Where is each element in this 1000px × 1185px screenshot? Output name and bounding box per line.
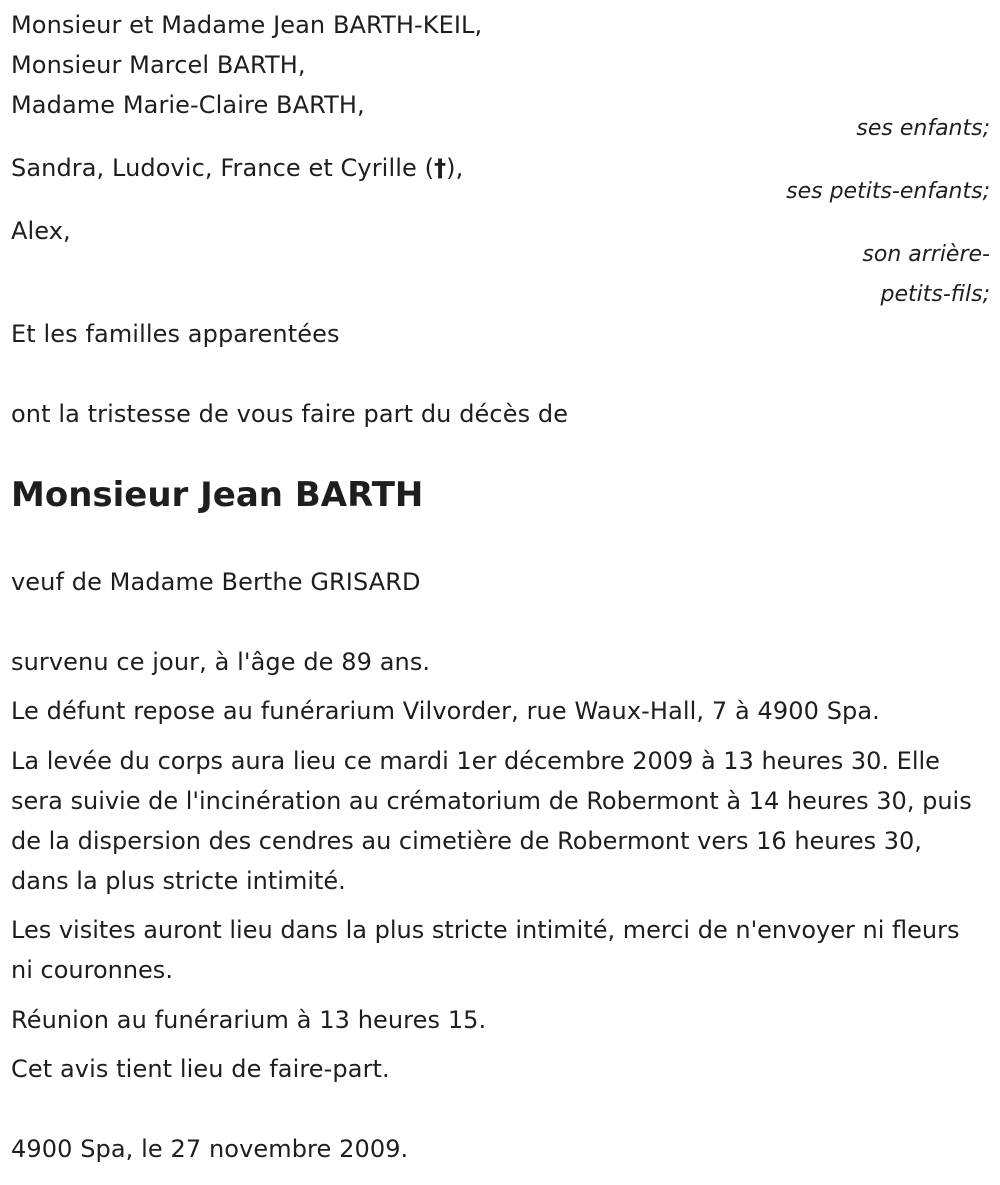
children-relation: ses enfants; — [856, 116, 990, 141]
deceased-cross-icon: † — [434, 154, 447, 182]
grandchildren-names: Sandra, Ludovic, France et Cyrille ( — [11, 154, 435, 182]
ceremony-details: La levée du corps aura lieu ce mardi 1er décembre 2009 à 13 heures 30. Elle sera suivie de l'incinération au crématorium de Robermont à 14 heures 30, puis de la dispersion des cendres au cimetière de Robermont vers 16 heures 30, dans la plus stricte intimité. — [11, 747, 972, 895]
grandchildren-relation: ses petits-enfants; — [786, 179, 990, 204]
meeting-time: Réunion au funérarium à 13 heures 15. — [11, 1006, 487, 1034]
great-grandchild-relation-line1: son arrière- — [862, 242, 990, 267]
grandchildren-line — [11, 153, 463, 183]
announcement-text: ont la tristesse de vous faire part du décès de — [11, 400, 569, 428]
funeral-home-location: Le défunt repose au funérarium Vilvorder, rue Waux-Hall, 7 à 4900 Spa. — [11, 697, 880, 725]
child-name-3: Madame Marie-Claire BARTH, — [11, 91, 365, 119]
visits-notice: Les visites auront lieu dans la plus stricte intimité, merci de n'envoyer ni fleurs ni couronnes. — [11, 916, 960, 984]
deceased-name: Monsieur Jean BARTH — [11, 475, 424, 515]
great-grandchild-name: Alex, — [11, 217, 71, 245]
age-at-death: survenu ce jour, à l'âge de 89 ans. — [11, 648, 431, 676]
grandchildren-closing: ), — [446, 154, 464, 182]
child-name-2: Monsieur Marcel BARTH, — [11, 51, 306, 79]
notice-statement: Cet avis tient lieu de faire-part. — [11, 1055, 390, 1083]
widower-line: veuf de Madame Berthe GRISARD — [11, 568, 421, 596]
child-name-1: Monsieur et Madame Jean BARTH-KEIL, — [11, 11, 483, 39]
great-grandchild-relation-line2: petits-fils; — [880, 282, 990, 307]
place-and-date: 4900 Spa, le 27 novembre 2009. — [11, 1135, 409, 1163]
related-families: Et les familles apparentées — [11, 320, 340, 348]
